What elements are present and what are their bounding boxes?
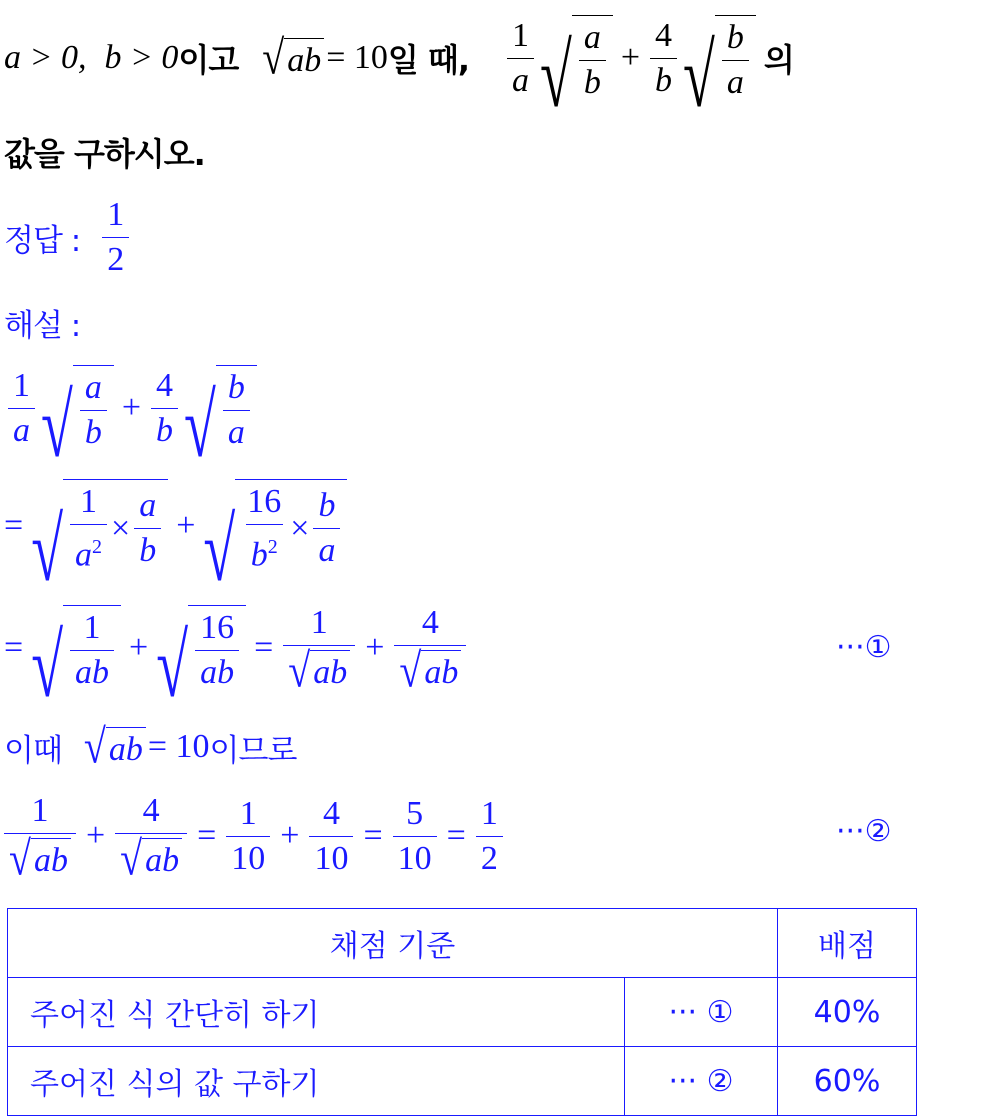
- sqrt-equals: = 10: [326, 39, 388, 76]
- header-score: 배점: [778, 909, 917, 978]
- problem-question: 값을 구하시오.: [4, 135, 205, 173]
- solution-mid-line: 이때 √ ab = 10 이므로: [4, 718, 297, 773]
- solution-step-3: 1 √ ab + 4 √ ab = $\frac{1}{10}$ + $\frac{4}{10}$ = $\frac{5}{10}$ = $\frac{1}{2}$: [4, 786, 507, 886]
- step-marker-2: ···②: [836, 814, 892, 849]
- grading-header-row: [8, 909, 917, 978]
- answer-line: [4, 192, 133, 282]
- when-text: 일 때,: [387, 41, 469, 79]
- table-row: [8, 978, 917, 1047]
- answer-label: 정답 :: [4, 222, 81, 259]
- of-text: 의: [763, 41, 794, 79]
- answer-fraction: [102, 193, 129, 282]
- sqrt-ab: √ ab: [262, 34, 324, 83]
- solution-label: 해설 :: [4, 307, 81, 344]
- row-criteria: 주어진 식 간단히 하기: [8, 978, 625, 1047]
- row-criteria: 주어진 식의 값 구하기: [8, 1047, 625, 1116]
- answer-num: 1: [107, 195, 125, 233]
- frac-4-over-b: $\frac{4}{b}$: [650, 14, 677, 103]
- step-marker-1: ···①: [836, 630, 892, 665]
- condition-b: b > 0: [104, 39, 179, 76]
- mid-equals: = 10: [147, 728, 210, 765]
- solution-step-0: $\frac{1}{a}$ √ $\frac{a}{b}$ + $\frac{4}{b}$ √ $\frac{b}{a}$: [4, 362, 259, 454]
- row-score: 60%: [778, 1047, 917, 1116]
- frac-1-over-a: $\frac{1}{a}$: [507, 14, 534, 103]
- sqrt-b-over-a: √ $\frac{b}{a}$: [683, 11, 756, 105]
- table-row: [8, 1047, 917, 1116]
- mid-text-since: 이므로: [209, 732, 297, 769]
- condition-a: a > 0,: [4, 39, 87, 76]
- mid-text-then: 이때: [4, 732, 62, 769]
- row-marker: ··· ①: [625, 978, 778, 1047]
- grading-table: [7, 908, 917, 1116]
- sqrt-a-over-b: √ $\frac{a}{b}$: [540, 11, 613, 105]
- problem-line-1: a > 0, b > 0 이고 √ ab = 10 일 때, $\frac{1}{a}$ √ $\frac{a}{b}$ + $\frac{4}{b}$ √ $\frac{b}{a}$ 의: [4, 18, 794, 98]
- problem-line-2: [4, 130, 205, 174]
- header-criteria: 채점 기준: [8, 909, 778, 978]
- solution-step-2: = √ $\frac{1}{ab}$ + √ $\frac{16}{ab}$ = 1 √ ab + 4 √ ab: [4, 598, 470, 698]
- row-score: 40%: [778, 978, 917, 1047]
- row-marker: ··· ②: [625, 1047, 778, 1116]
- solution-step-1: = √ $\frac{1}{a^2}$ × $\frac{a}{b}$ + √ $\frac{16}{b^2}$ × $\frac{b}{a}$: [4, 478, 349, 574]
- answer-den: 2: [102, 237, 129, 282]
- condition-and: 이고: [178, 41, 239, 79]
